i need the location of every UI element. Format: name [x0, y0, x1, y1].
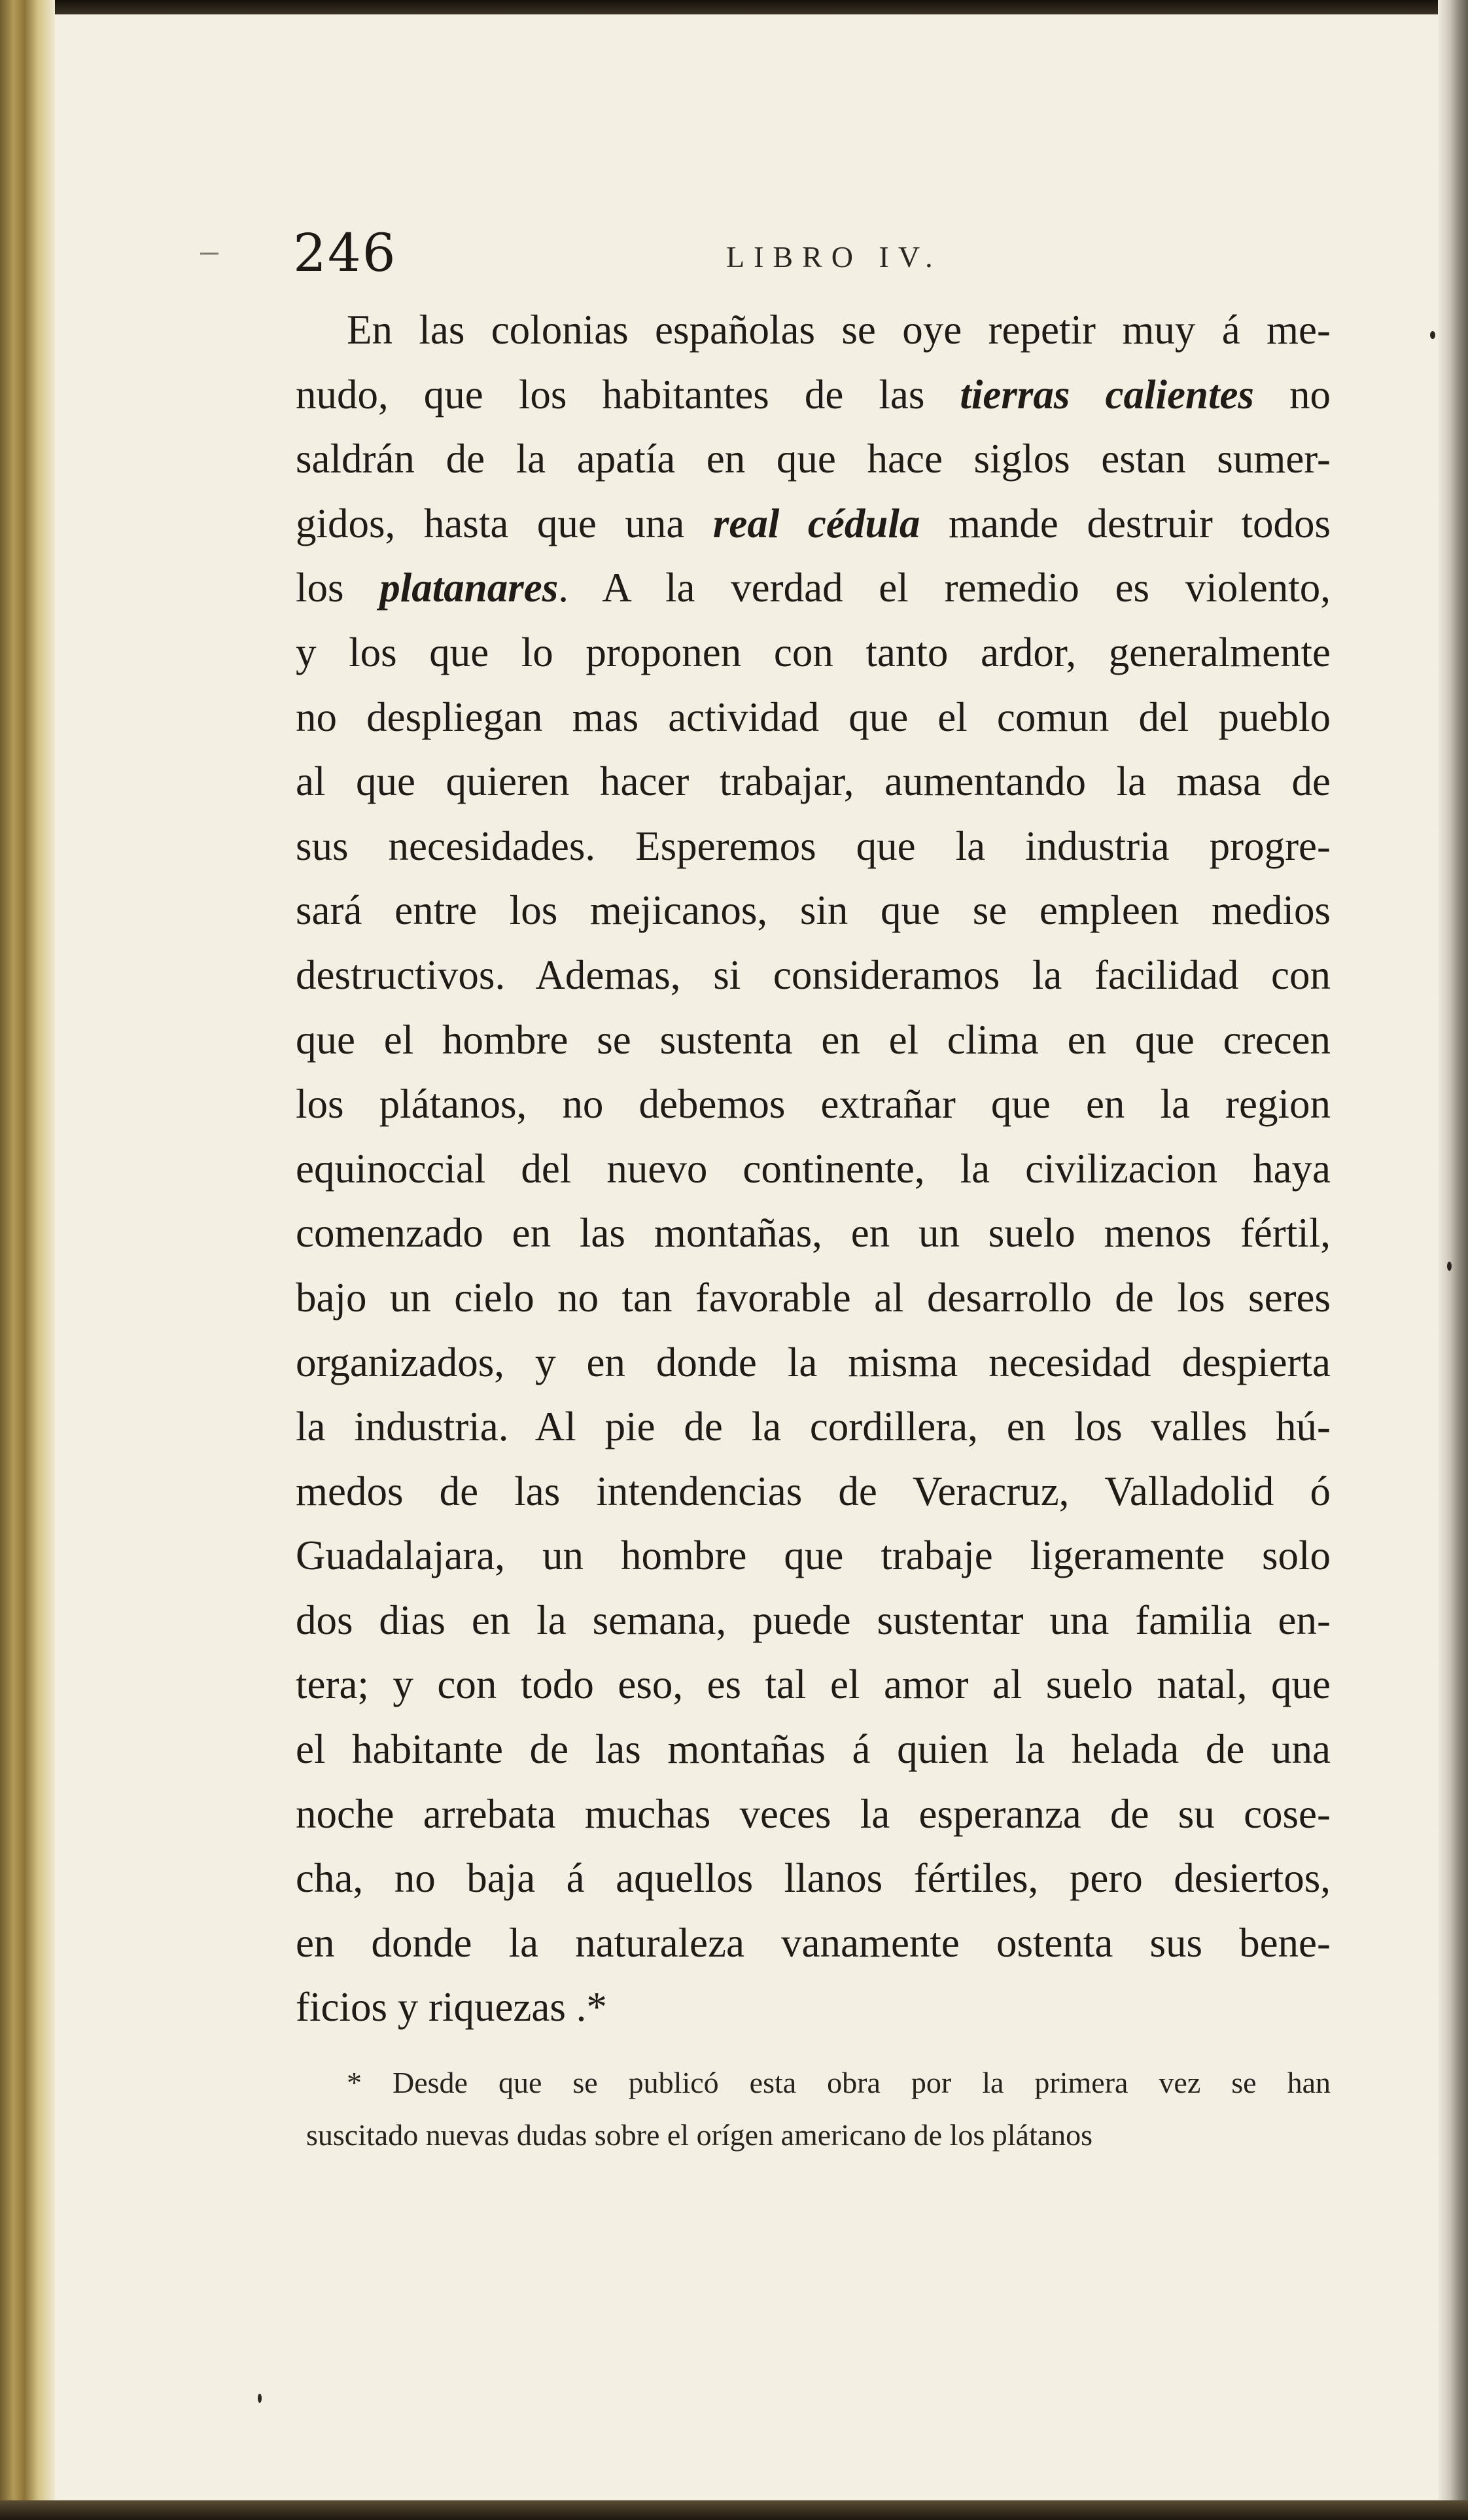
text-line [296, 1717, 1331, 1782]
running-head: LIBRO IV. [726, 240, 942, 274]
text-line [296, 1330, 1331, 1395]
text-line [296, 298, 1331, 363]
footnote-line: * Desde que se publicó esta obra por la primera vez se han [347, 2066, 1331, 2099]
margin-dash [200, 253, 218, 255]
body-text [296, 298, 1331, 2040]
page-top-edge [0, 0, 1468, 14]
text-segment: saldrán de la apatía en que hace siglos estan sumer- [296, 436, 1331, 482]
text-segment: sus necesidades. Esperemos que la industria progre- [296, 823, 1331, 869]
text-segment: equinoccial del nuevo continente, la civilizacion haya [296, 1145, 1331, 1192]
text-segment: organizados, y en donde la misma necesidad despierta [296, 1339, 1331, 1385]
text-line [296, 427, 1331, 491]
text-line [296, 1911, 1331, 1976]
text-line [296, 1266, 1331, 1330]
text-line [296, 1201, 1331, 1266]
text-segment: . A la verdad el remedio es violento, [558, 565, 1331, 611]
text-line [296, 556, 1331, 620]
page-header [0, 216, 1468, 288]
footnote-line: suscitado nuevas dudas sobre el orígen americano de los plátanos [306, 2118, 1093, 2152]
ink-speck [258, 2394, 262, 2403]
text-segment: comenzado en las montañas, en un suelo menos fértil, [296, 1210, 1331, 1256]
text-line [296, 1652, 1331, 1717]
text-line [296, 685, 1331, 750]
text-segment: dos dias en la semana, puede sustentar una familia en- [296, 1597, 1331, 1643]
ink-speck [1430, 331, 1435, 339]
text-line [296, 943, 1331, 1008]
text-line [296, 1782, 1331, 1847]
text-line [296, 814, 1331, 879]
text-segment: en donde la naturaleza vanamente ostenta sus bene- [296, 1919, 1331, 1966]
text-segment: cha, no baja á aquellos llanos fértiles, pero desiertos, [296, 1855, 1331, 1902]
text-segment: no despliegan mas actividad que el comun del pueblo [296, 694, 1331, 740]
text-line [296, 1394, 1331, 1459]
text-segment: ficios y riquezas .* [296, 1984, 607, 2031]
text-line [296, 1523, 1331, 1588]
emphasis-text: platanares [379, 565, 559, 611]
text-segment: los [296, 565, 380, 611]
text-segment: no [1253, 371, 1331, 417]
text-segment: gidos, hasta que una [296, 500, 713, 546]
ink-speck [1447, 1262, 1452, 1271]
text-segment: tera; y con todo eso, es tal el amor al suelo natal, que [296, 1661, 1331, 1708]
text-line [296, 1459, 1331, 1524]
text-segment: al que quieren hacer trabajar, aumentando la masa de [296, 758, 1331, 805]
text-segment: y los que lo proponen con tanto ardor, generalmente [296, 629, 1331, 675]
text-line [296, 749, 1331, 814]
emphasis-text: real cédula [712, 500, 920, 546]
text-segment: medos de las intendencias de Veracruz, Valladolid ó [296, 1468, 1331, 1514]
page-number: 246 [293, 222, 397, 283]
text-segment: destructivos. Ademas, si consideramos la facilidad con [296, 951, 1331, 998]
text-segment: mande destruir todos [920, 500, 1331, 546]
page-right-edge [1438, 0, 1468, 2520]
text-line [296, 1008, 1331, 1073]
text-segment: nudo, que los habitantes de las [296, 371, 960, 417]
text-line [296, 620, 1331, 685]
text-line [296, 1846, 1331, 1911]
text-segment: bajo un cielo no tan favorable al desarrollo de los seres [296, 1274, 1331, 1321]
text-segment: En las colonias españolas se oye repetir muy á me- [347, 307, 1331, 353]
text-segment: los plátanos, no debemos extrañar que en la region [296, 1081, 1331, 1127]
text-line [296, 878, 1331, 943]
text-segment: sará entre los mejicanos, sin que se empleen medios [296, 887, 1331, 934]
text-segment: que el hombre se sustenta en el clima en que crecen [296, 1016, 1331, 1063]
footnote [306, 2057, 1331, 2161]
text-line [296, 1588, 1331, 1653]
text-segment: la industria. Al pie de la cordillera, en los valles hú- [296, 1404, 1331, 1450]
text-line [296, 1975, 1331, 2040]
text-line [296, 491, 1331, 556]
text-line [296, 1137, 1331, 1201]
text-segment: noche arrebata muchas veces la esperanza de su cose- [296, 1790, 1331, 1837]
page-bottom-edge [0, 2500, 1468, 2520]
text-line [296, 363, 1331, 427]
text-line [296, 1072, 1331, 1137]
emphasis-text: tierras calientes [960, 371, 1254, 417]
text-segment: el habitante de las montañas á quien la helada de una [296, 1726, 1331, 1773]
text-segment: Guadalajara, un hombre que trabaje ligeramente solo [296, 1533, 1331, 1579]
book-spine-edge [0, 0, 55, 2520]
